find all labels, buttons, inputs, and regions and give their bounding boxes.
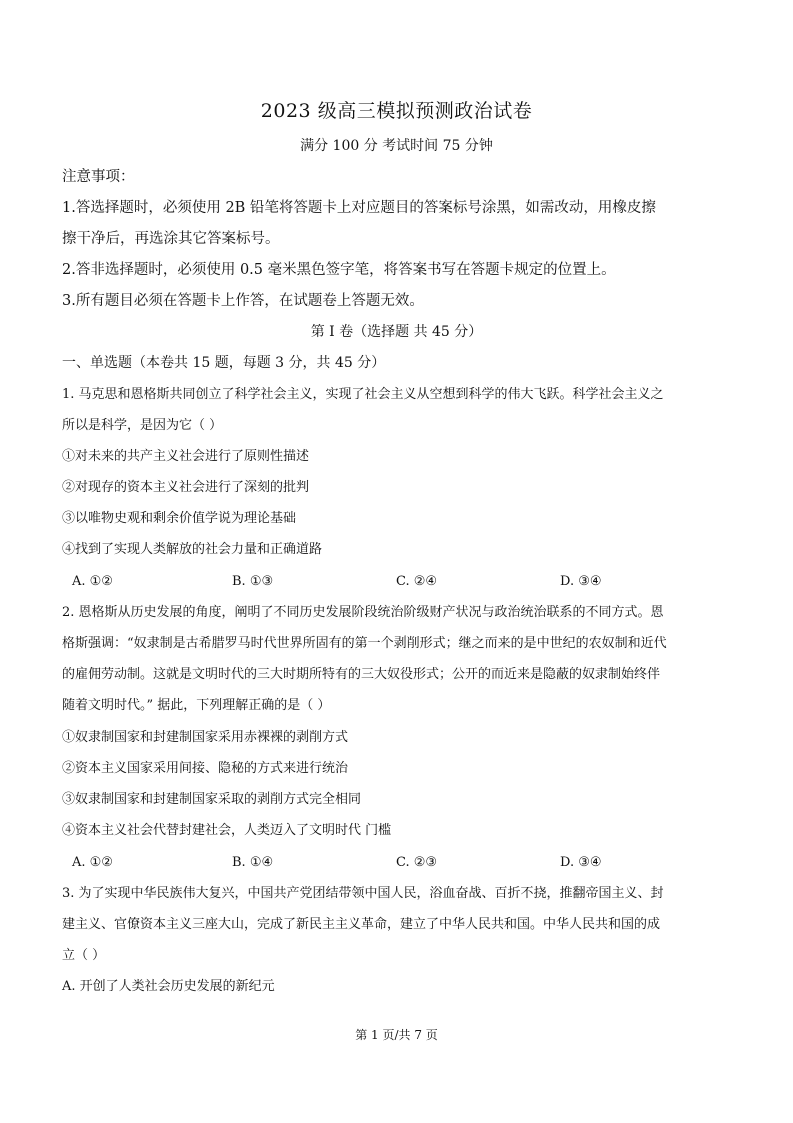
page-number: 第 1 页/共 7 页 xyxy=(355,1028,438,1042)
option-a[interactable]: A. ①② xyxy=(72,855,113,870)
notice-line-1: 1.答选择题时，必须使用 2B 铅笔将答题卡上对应题目的答案标号涂黑，如需改动，用橡皮擦 xyxy=(62,200,656,216)
exam-subtitle: 满分 100 分 考试时间 75 分钟 xyxy=(300,138,493,154)
section-title: 第 I 卷（选择题 共 45 分） xyxy=(310,324,483,340)
question-stem-line: 所以是科学，是因为它（ ） xyxy=(62,418,223,433)
notice-line-2: 擦干净后，再选涂其它答案标号。 xyxy=(62,231,280,247)
exam-title: 2023 级高三模拟预测政治试卷 xyxy=(260,100,533,122)
statement-item: ②对现存的资本主义社会进行了深刻的批判 xyxy=(62,480,310,495)
question-stem-line: 3. 为了实现中华民族伟大复兴，中国共产党团结带领中国人民，浴血奋战、百折不挠，推翻帝国主义、封 xyxy=(62,886,664,901)
option-d[interactable]: D. ③④ xyxy=(560,574,602,589)
statement-item: ④资本主义社会代替封建社会，人类迈入了文明时代 门槛 xyxy=(62,823,392,838)
notice-line-3: 2.答非选择题时，必须使用 0.5 毫米黑色签字笔，将答案书写在答题卡规定的位置上。 xyxy=(62,262,616,278)
option-c[interactable]: C. ②③ xyxy=(396,855,438,870)
question-stem-line: 格斯强调：“奴隶制是古希腊罗马时代世界所固有的第一个剥削形式；继之而来的是中世纪的农奴制和近代 xyxy=(62,636,667,651)
option-a[interactable]: A. 开创了人类社会历史发展的新纪元 xyxy=(62,979,275,994)
statement-item: ①对未来的共产主义社会进行了原则性描述 xyxy=(62,449,310,464)
option-d[interactable]: D. ③④ xyxy=(560,855,602,870)
statement-item: ③奴隶制国家和封建制国家采取的剥削方式完全相同 xyxy=(62,792,362,807)
statement-item: ③以唯物史观和剩余价值学说为理论基础 xyxy=(62,511,297,526)
option-b[interactable]: B. ①③ xyxy=(232,574,274,589)
option-c[interactable]: C. ②④ xyxy=(396,574,438,589)
statement-item: ①奴隶制国家和封建制国家采用赤裸裸的剥削方式 xyxy=(62,730,349,745)
option-b[interactable]: B. ①④ xyxy=(232,855,274,870)
question-stem-line: 1. 马克思和恩格斯共同创立了科学社会主义，实现了社会主义从空想到科学的伟大飞跃。科学社会主义之 xyxy=(62,387,664,402)
option-a[interactable]: A. ①② xyxy=(72,574,113,589)
notice-line-4: 3.所有题目必须在答题卡上作答，在试题卷上答题无效。 xyxy=(62,293,424,309)
question-stem-line: 随着文明时代。” 据此，下列理解正确的是（ ） xyxy=(62,698,331,713)
notice-heading: 注意事项： xyxy=(62,169,135,185)
question-stem-line: 立（ ） xyxy=(62,948,106,963)
statement-item: ②资本主义国家采用间接、隐秘的方式来进行统治 xyxy=(62,761,349,776)
section-part-heading: 一、单选题（本卷共 15 题，每题 3 分，共 45 分） xyxy=(62,355,386,371)
statement-item: ④找到了实现人类解放的社会力量和正确道路 xyxy=(62,542,323,557)
question-stem-line: 的雇佣劳动制。这就是文明时代的三大时期所特有的三大奴役形式；公开的而近来是隐蔽的奴隶制始终伴 xyxy=(62,667,661,682)
question-stem-line: 建主义、官僚资本主义三座大山，完成了新民主主义革命，建立了中华人民共和国。中华人民共和国的成 xyxy=(62,917,661,932)
question-stem-line: 2. 恩格斯从历史发展的角度，阐明了不同历史发展阶段统治阶级财产状况与政治统治联系的不同方式。恩 xyxy=(62,605,664,620)
